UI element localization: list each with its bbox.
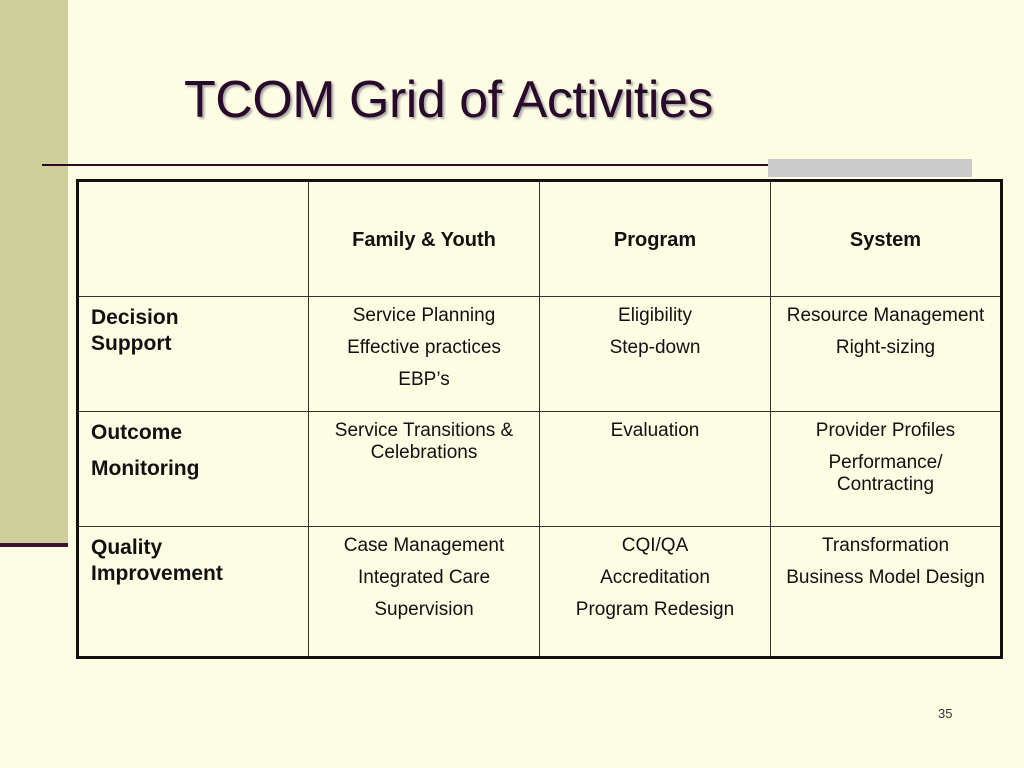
cell-line: Right-sizing	[835, 337, 936, 358]
row-label-line: Decision	[91, 306, 179, 329]
cell-line: Service Transitions & Celebrations	[334, 420, 514, 463]
cell-line: Case Management	[343, 535, 505, 556]
activities-grid-table	[76, 179, 1003, 659]
table-header-row	[78, 181, 1002, 297]
table-row-decision-support	[78, 297, 1002, 412]
slide-number: 35	[938, 706, 953, 721]
cell-line: Integrated Care	[357, 567, 491, 588]
table-cell	[771, 412, 1002, 527]
cell-line: Evaluation	[610, 420, 700, 441]
cell-line: Transformation	[821, 535, 950, 556]
cell-line: Program Redesign	[575, 599, 735, 620]
cell-line: Effective practices	[347, 337, 501, 358]
left-accent-band	[0, 0, 68, 545]
cell-line: Business Model Design	[786, 567, 985, 588]
cell-line: Performance/ Contracting	[828, 452, 943, 495]
column-header-program: Program	[540, 181, 771, 297]
column-header-system: System	[771, 181, 1002, 297]
table-cell	[309, 527, 540, 658]
row-label-quality-improvement	[78, 527, 309, 658]
table-cell	[540, 527, 771, 658]
cell-line: Service Planning	[352, 305, 496, 326]
table-cell	[309, 297, 540, 412]
cell-line: EBP’s	[398, 369, 450, 390]
cell-line: Eligibility	[618, 305, 692, 326]
left-accent-rule	[0, 543, 68, 547]
table-cell	[540, 297, 771, 412]
table-cell	[771, 297, 1002, 412]
cell-line: Resource Management	[786, 305, 985, 326]
cell-line: CQI/QA	[621, 535, 689, 556]
table-cell	[540, 412, 771, 527]
row-label-line: Monitoring	[91, 457, 200, 480]
row-label-decision-support	[78, 297, 309, 412]
corner-cell	[78, 181, 309, 297]
cell-line: Step-down	[609, 337, 701, 358]
cell-line: Accreditation	[600, 567, 710, 588]
cell-line: Provider Profiles	[815, 420, 956, 441]
column-header-family-youth: Family & Youth	[309, 181, 540, 297]
row-label-line: Quality	[91, 536, 163, 559]
cell-line: Supervision	[374, 599, 474, 620]
row-label-line: Outcome	[91, 421, 183, 444]
table-row-quality-improvement	[78, 527, 1002, 658]
decorative-gray-bar	[768, 159, 972, 177]
row-label-line: Support	[91, 332, 172, 355]
table-cell	[771, 527, 1002, 658]
table-cell	[309, 412, 540, 527]
row-label-line: Improvement	[91, 562, 223, 585]
table-row-outcome-monitoring	[78, 412, 1002, 527]
slide-title: TCOM Grid of Activities	[184, 71, 713, 129]
row-label-outcome-monitoring	[78, 412, 309, 527]
